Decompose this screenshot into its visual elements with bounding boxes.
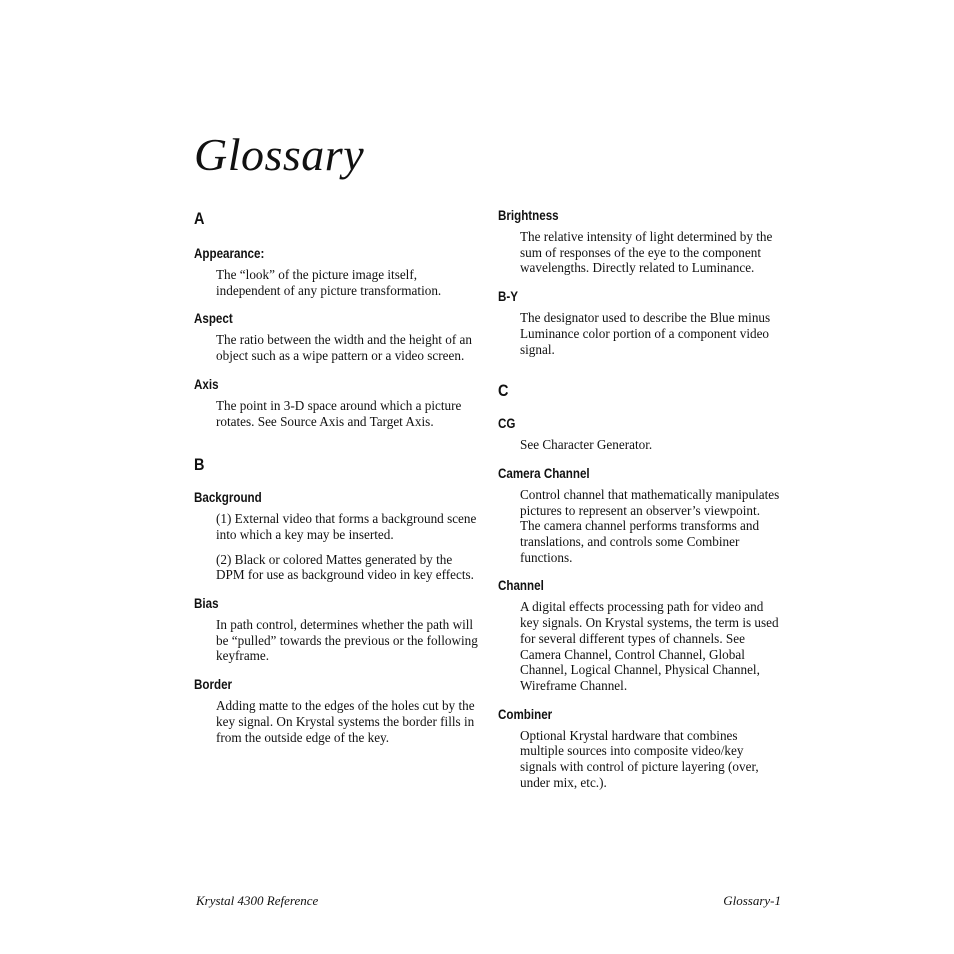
- entry-bias: [194, 595, 479, 664]
- term-axis: Axis: [194, 376, 219, 392]
- section-letter-a: A: [194, 209, 205, 228]
- definition-channel: A digital effects processing path for video and key signals. On Krystal systems, the term is used for several different types of channels. See Camera Channel, Control Channel, Global Channel, Logical Channel, Physical Channel, Wireframe Channel.: [520, 599, 779, 693]
- term-aspect: Aspect: [194, 311, 233, 327]
- section-letter-c: C: [498, 381, 509, 401]
- term-b-y: B-Y: [498, 289, 518, 305]
- definition-background-2: (2) Black or colored Mattes generated by the DPM for use as background video in key effects.: [216, 551, 474, 583]
- term-brightness: Brightness: [498, 208, 559, 223]
- definition-brightness: The relative intensity of light determined by the sum of responses of the eye to the component wavelengths. Directly related to Luminance.: [520, 229, 773, 276]
- entry-channel: [498, 577, 783, 693]
- definition-combiner: Optional Krystal hardware that combines multiple sources into composite video/key signals with control of picture layering (over, under mix, etc.).: [520, 727, 759, 790]
- term-combiner: Combiner: [498, 706, 553, 722]
- entry-appearance: [194, 245, 479, 298]
- definition-aspect: The ratio between the width and the height of an object such as a wipe pattern or a video screen.: [216, 332, 472, 364]
- entry-combiner: [498, 706, 783, 791]
- term-border: Border: [194, 677, 233, 693]
- entry-b-y: [498, 288, 783, 357]
- page-title: Glossary: [194, 129, 365, 180]
- definition-b-y: The designator used to describe the Blue minus Luminance color portion of a component video signal.: [520, 310, 771, 357]
- footer-page-number: Glossary-1: [723, 893, 781, 908]
- entry-border: [194, 676, 479, 745]
- entry-aspect: [194, 310, 479, 363]
- entry-background: [194, 489, 479, 583]
- term-channel: Channel: [498, 578, 544, 594]
- term-background: Background: [194, 490, 262, 506]
- definition-bias: In path control, determines whether the path will be “pulled” towards the previous or the following keyframe.: [216, 617, 478, 664]
- definition-appearance: The “look” of the picture image itself, independent of any picture transformation.: [216, 267, 442, 298]
- entry-axis: [194, 376, 479, 429]
- definition-camera-channel: Control channel that mathematically manipulates pictures to represent an observer’s viewpoint. The camera channel performs transforms and translations, and controls some Combiner functions.: [520, 486, 780, 565]
- section-letter-b: B: [194, 455, 205, 475]
- definition-axis: The point in 3-D space around which a picture rotates. See Source Axis and Target Axis.: [216, 397, 462, 429]
- glossary-column-left: [194, 207, 479, 757]
- entry-brightness: [498, 207, 783, 276]
- footer-document-title: Krystal 4300 Reference: [196, 893, 319, 908]
- definition-cg: See Character Generator.: [520, 437, 653, 453]
- definition-background-1: (1) External video that forms a background scene into which a key may be inserted.: [216, 511, 477, 542]
- term-bias: Bias: [194, 596, 219, 612]
- definition-border: Adding matte to the edges of the holes cut by the key signal. On Krystal systems the border fills in from the outside edge of the key.: [216, 698, 475, 745]
- term-camera-channel: Camera Channel: [498, 465, 590, 481]
- term-appearance: Appearance:: [194, 246, 265, 261]
- term-cg: CG: [498, 416, 516, 432]
- entry-camera-channel: [498, 465, 783, 566]
- glossary-column-right: [498, 207, 783, 802]
- entry-cg: [498, 415, 783, 453]
